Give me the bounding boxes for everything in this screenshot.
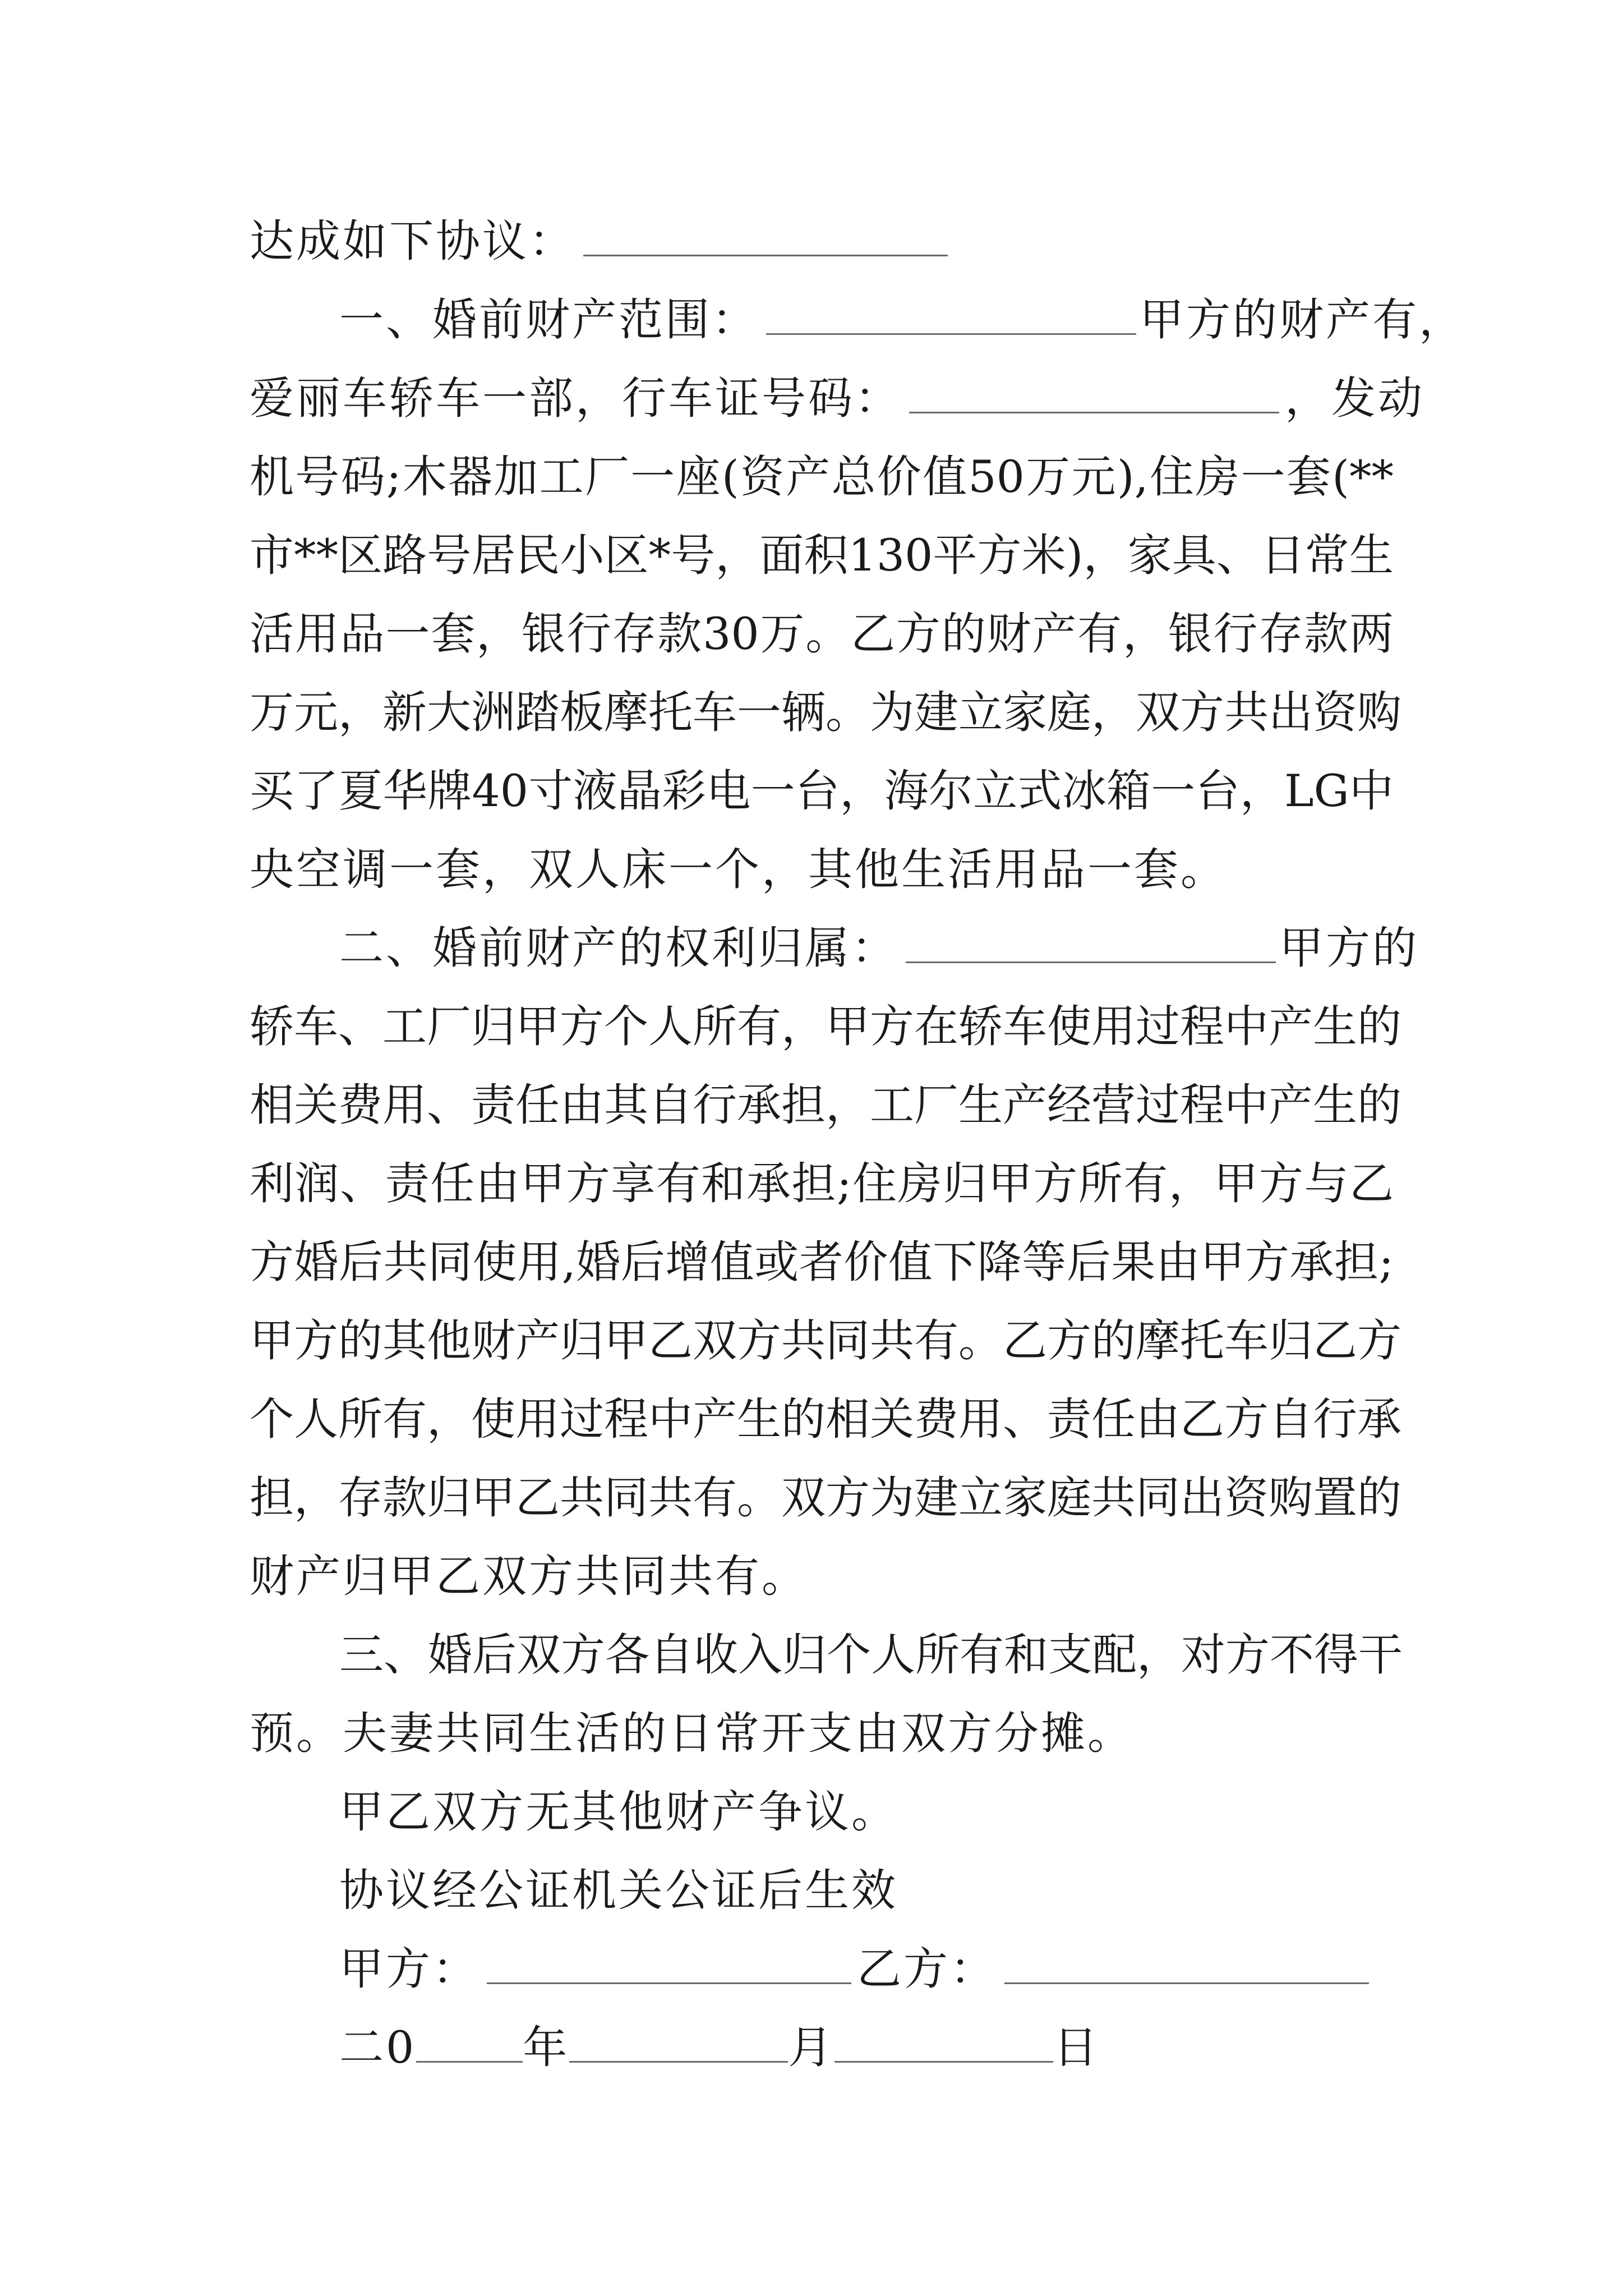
section2-line-1: 轿车、工厂归甲方个人所有，甲方在轿车使用过程中产生的 [250, 1001, 1401, 1052]
no-dispute-statement: 甲乙双方无其他财产争议。 [339, 1786, 898, 1838]
section1-line-3: 市**区路号居民小区*号，面积130平方米)，家具、日常生 [250, 530, 1394, 581]
month-blank [569, 2056, 788, 2063]
section1-blank [766, 329, 1136, 335]
effective-statement: 协议经公证机关公证后生效 [339, 1865, 898, 1916]
section2-line-7: 担，存款归甲乙共同共有。双方为建立家庭共同出资购置的 [250, 1472, 1401, 1524]
section2-line-3: 利润、责任由甲方享有和承担;住房归甲方所有，甲方与乙 [250, 1158, 1394, 1209]
section1-line-5: 万元，新大洲踏板摩托车一辆。为建立家庭，双方共出资购 [250, 687, 1401, 738]
year-label: 年 [523, 2022, 570, 2073]
year-blank [416, 2056, 523, 2063]
section2-lead: 二、婚前财产的权利归属： [339, 922, 898, 974]
party-a-label: 甲方： [339, 1943, 479, 1995]
section2-line-2: 相关费用、责任由其自行承担，工厂生产经营过程中产生的 [250, 1079, 1401, 1131]
section1-line-7: 央空调一套，双人床一个，其他生活用品一套。 [250, 844, 1227, 895]
section1-line-1-tail: ，发动 [1285, 372, 1424, 424]
section1-line-6: 买了夏华牌40寸液晶彩电一台，海尔立式冰箱一台，LG中 [250, 765, 1394, 817]
section1-after-blank: 甲方的财产有， [1140, 294, 1465, 346]
party-b-signature-blank [1004, 1978, 1369, 1984]
month-label: 月 [788, 2022, 835, 2073]
section1-line-1 [250, 359, 1424, 438]
day-blank [834, 2056, 1053, 2063]
signature-line [339, 1930, 1369, 2008]
section1-lead: 一、婚前财产范围： [339, 294, 758, 346]
section2-line-4: 方婚后共同使用,婚后增值或者价值下降等后果由甲方承担; [250, 1236, 1394, 1288]
intro-text: 达成如下协议： [250, 215, 575, 267]
section3-line-1: 三、婚后双方各自收入归个人所有和支配，对方不得干 [339, 1629, 1403, 1681]
intro-blank [583, 250, 948, 256]
section1-line-1-text: 爱丽车轿车一部，行车证号码： [250, 372, 901, 424]
section1-heading [339, 280, 1465, 359]
party-b-label: 乙方： [857, 1943, 997, 1995]
section2-after-blank: 甲方的 [1279, 922, 1419, 974]
section2-line-5: 甲方的其他财产归甲乙双方共同共有。乙方的摩托车归乙方 [250, 1315, 1401, 1366]
date-prefix: 二0 [339, 2022, 417, 2073]
section2-heading [339, 909, 1419, 987]
date-line [339, 2008, 1100, 2087]
section1-line-2: 机号码;木器加工厂一座(资产总价值50万元),住房一套(** [250, 451, 1394, 503]
section1-line-4: 活用品一套，银行存款30万。乙方的财产有，银行存款两 [250, 608, 1394, 660]
license-number-blank [909, 407, 1279, 413]
day-label: 日 [1053, 2022, 1100, 2073]
section2-blank [906, 957, 1276, 963]
section2-line-6: 个人所有，使用过程中产生的相关费用、责任由乙方自行承 [250, 1393, 1401, 1445]
section3-line-2: 预。夫妻共同生活的日常开支由双方分摊。 [250, 1708, 1134, 1759]
intro-line [250, 202, 948, 280]
party-a-signature-blank [487, 1978, 851, 1984]
section2-line-8: 财产归甲乙双方共同共有。 [250, 1550, 808, 1602]
